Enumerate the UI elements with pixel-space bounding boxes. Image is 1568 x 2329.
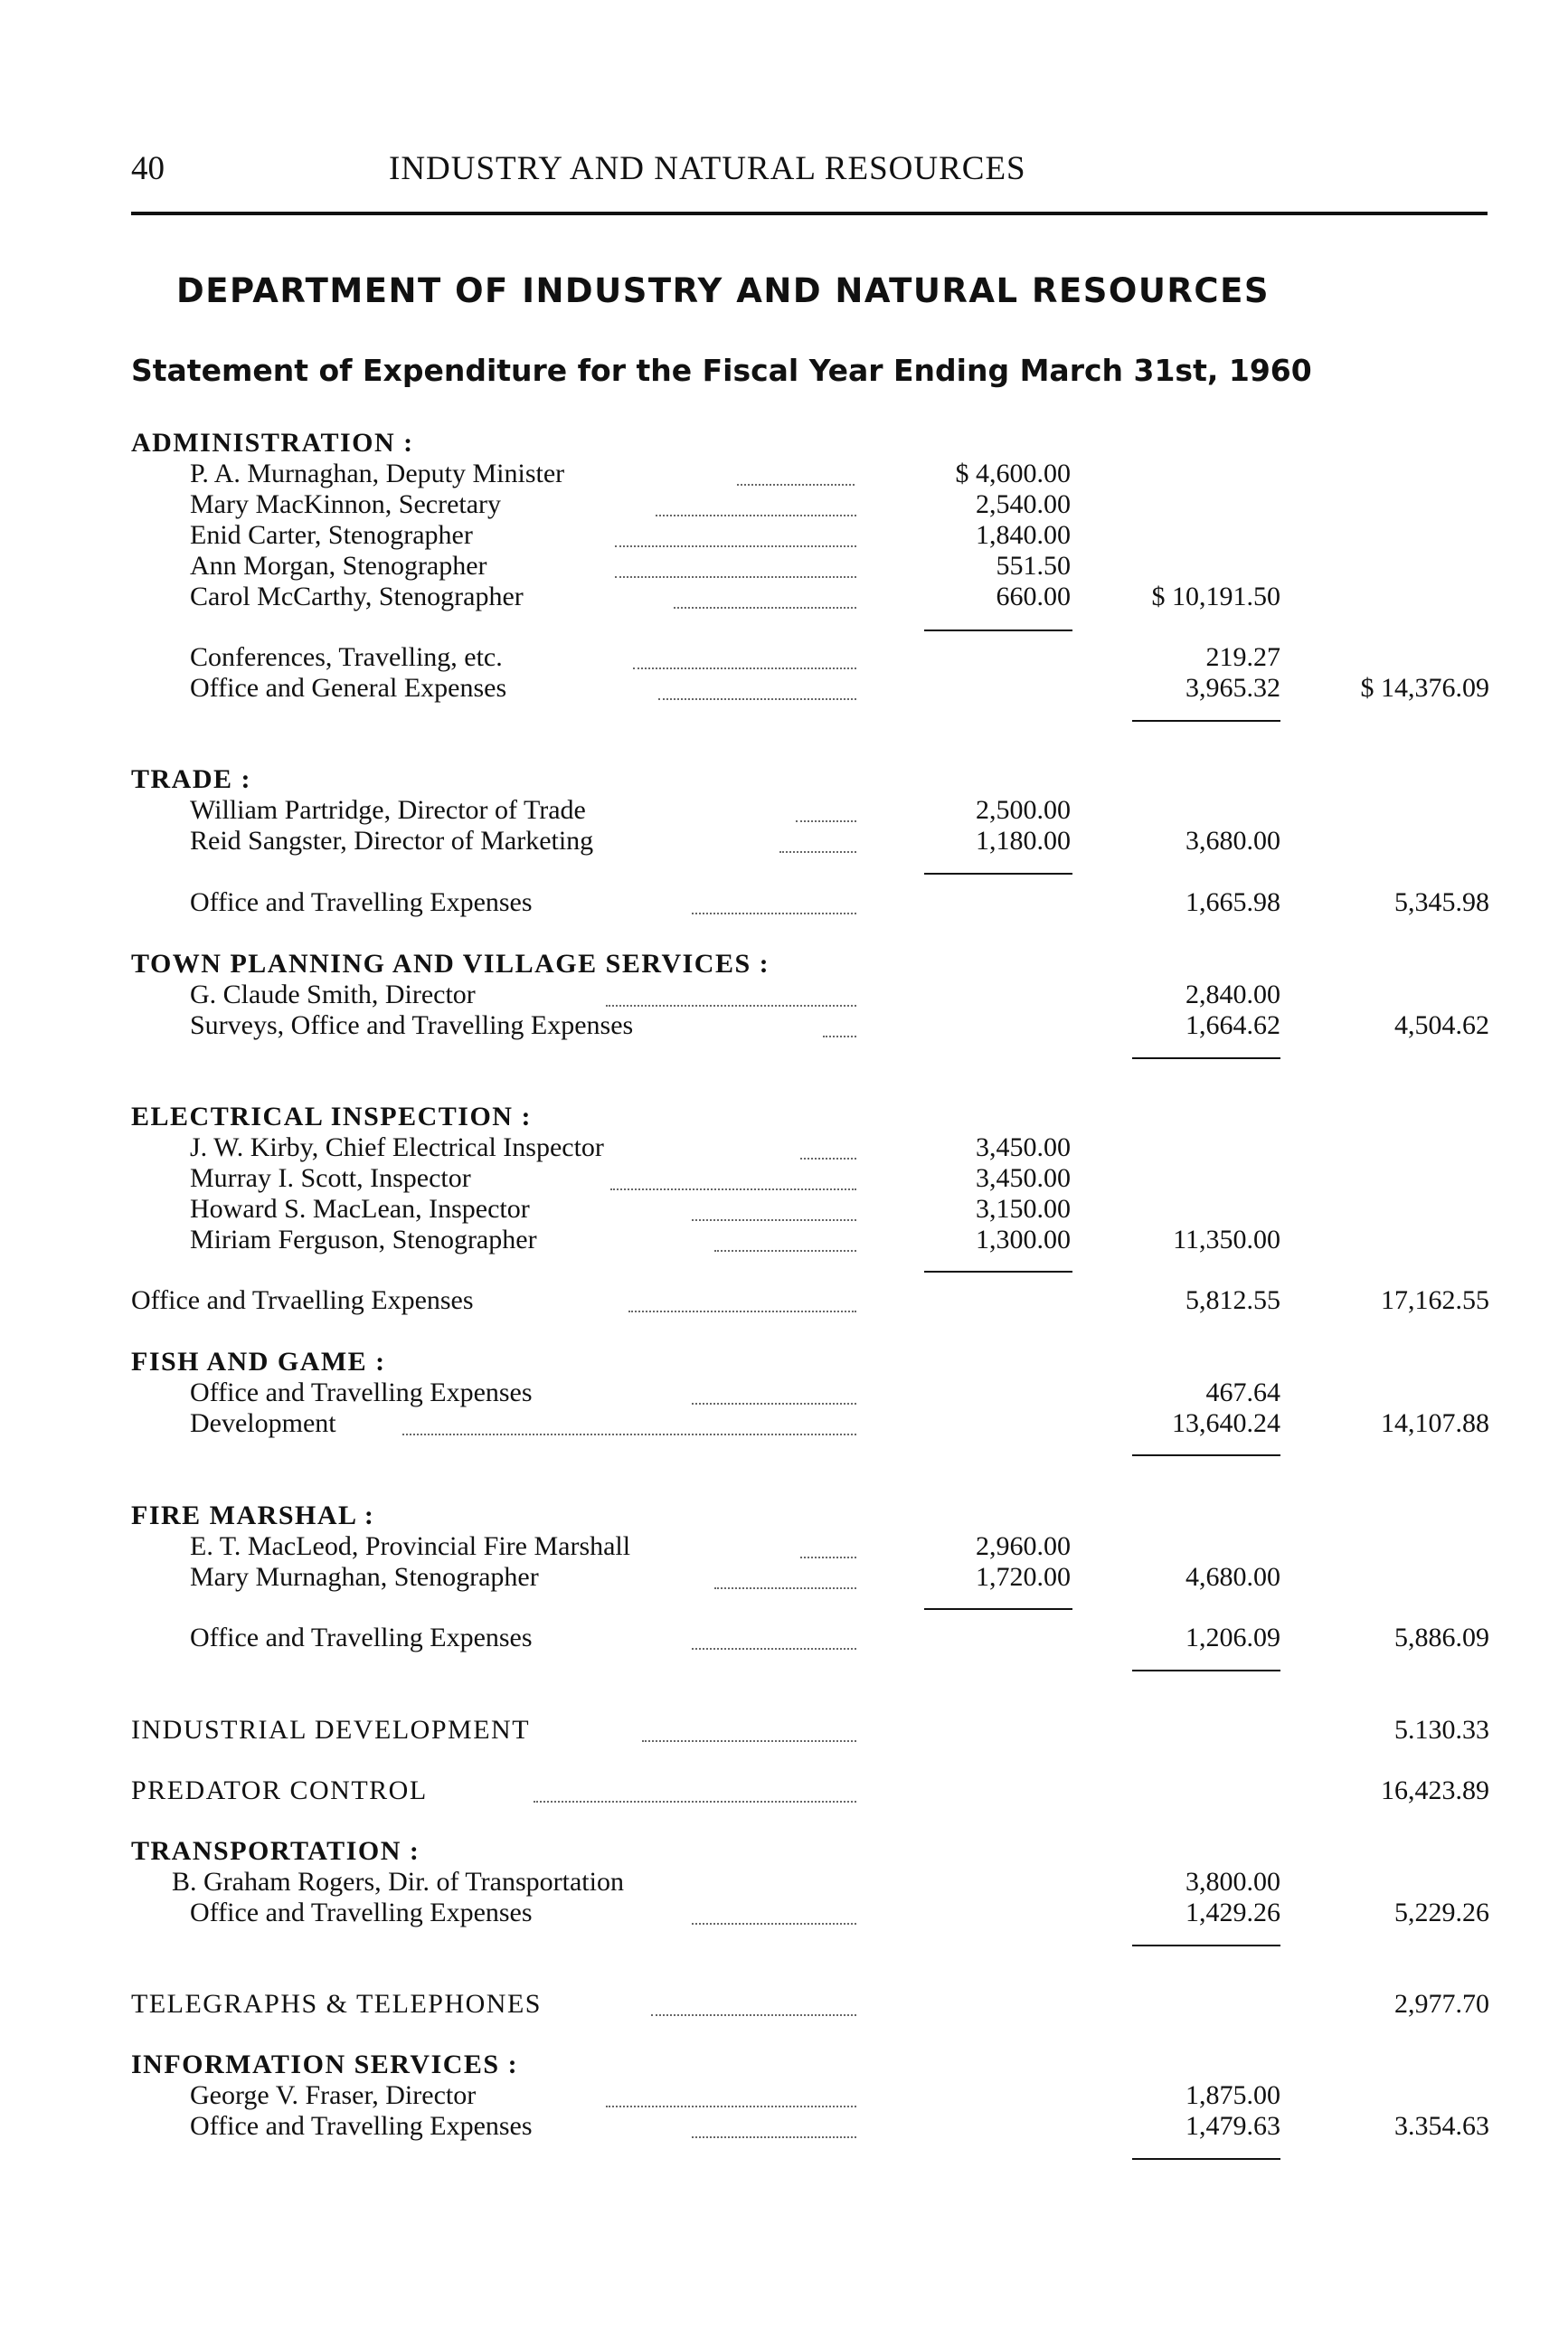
sum-rule [1132,1454,1280,1456]
line-item: William Partridge, Director of Trade 2,500.00 [0,795,1568,826]
section-heading-transportation: TRANSPORTATION : [131,1836,420,1866]
line-item: Office and General Expenses 3,965.32 $ 14,376.09 [0,673,1568,704]
running-title: INDUSTRY AND NATURAL RESOURCES [389,150,1026,187]
line-item: Reid Sangster, Director of Marketing 1,180.00 3,680.00 [0,826,1568,857]
header-rule [131,212,1488,215]
line-item: Office and Travelling Expenses 1,665.98 5,345.98 [0,887,1568,918]
line-item-industrial-development: INDUSTRIAL DEVELOPMENT 5.130.33 [0,1715,1568,1746]
line-item: P. A. Murnaghan, Deputy Minister $ 4,600.00 [0,459,1568,489]
line-item: Miriam Ferguson, Stenographer 1,300.00 11,350.00 [0,1225,1568,1255]
page-header [131,149,1488,194]
section-heading-information-services: INFORMATION SERVICES : [131,2050,519,2079]
document-title: DEPARTMENT OF INDUSTRY AND NATURAL RESOURCES [176,271,1270,310]
section-heading-town-planning: TOWN PLANNING AND VILLAGE SERVICES : [131,949,770,979]
section-heading-trade: TRADE : [131,764,252,794]
line-item-predator-control: PREDATOR CONTROL 16,423.89 [0,1775,1568,1806]
sum-rule [1132,1670,1280,1671]
sum-rule [1132,720,1280,722]
line-item: Development 13,640.24 14,107.88 [0,1408,1568,1439]
section-heading-fish-and-game: FISH AND GAME : [131,1347,386,1377]
line-item: G. Claude Smith, Director 2,840.00 [0,980,1568,1010]
line-item: Enid Carter, Stenographer 1,840.00 [0,520,1568,551]
line-item: Office and Travelling Expenses 467.64 [0,1378,1568,1408]
sum-rule [1132,2158,1280,2160]
line-item: Surveys, Office and Travelling Expenses 1,664.62 4,504.62 [0,1010,1568,1041]
sum-rule [924,1271,1072,1273]
sum-rule [924,1608,1072,1610]
line-item: Office and Travelling Expenses 1,206.09 5,886.09 [0,1623,1568,1653]
line-item: George V. Fraser, Director 1,875.00 [0,2080,1568,2111]
sum-rule [924,873,1072,875]
document-subtitle: Statement of Expenditure for the Fiscal Year Ending March 31st, 1960 [131,353,1312,388]
line-item-telegraphs-telephones: TELEGRAPHS & TELEPHONES 2,977.70 [0,1989,1568,2020]
line-item: Carol McCarthy, Stenographer 660.00 $ 10,191.50 [0,582,1568,612]
line-item: Murray I. Scott, Inspector 3,450.00 [0,1163,1568,1194]
line-item: Mary Murnaghan, Stenographer 1,720.00 4,680.00 [0,1562,1568,1593]
line-item: B. Graham Rogers, Dir. of Transportation 3,800.00 [172,1867,1280,1897]
line-item: Office and Trvaelling Expenses 5,812.55 17,162.55 [0,1285,1568,1316]
line-item: Ann Morgan, Stenographer 551.50 [0,551,1568,582]
section-heading-administration: ADMINISTRATION : [131,428,414,458]
section-heading-fire-marshal: FIRE MARSHAL : [131,1501,375,1530]
line-item: Mary MacKinnon, Secretary 2,540.00 [0,489,1568,520]
line-item: J. W. Kirby, Chief Electrical Inspector 3,450.00 [0,1132,1568,1163]
sum-rule [1132,1945,1280,1946]
sum-rule [1132,1057,1280,1059]
line-item: Office and Travelling Expenses 1,479.63 3.354.63 [0,2111,1568,2142]
section-heading-electrical-inspection: ELECTRICAL INSPECTION : [131,1102,532,1131]
line-item: Conferences, Travelling, etc. 219.27 [0,642,1568,673]
line-item: Howard S. MacLean, Inspector 3,150.00 [0,1194,1568,1225]
line-item: Office and Travelling Expenses 1,429.26 5,229.26 [0,1898,1568,1928]
sum-rule [924,630,1072,631]
line-item: E. T. MacLeod, Provincial Fire Marshall 2,960.00 [0,1531,1568,1562]
page-number: 40 [131,150,165,187]
